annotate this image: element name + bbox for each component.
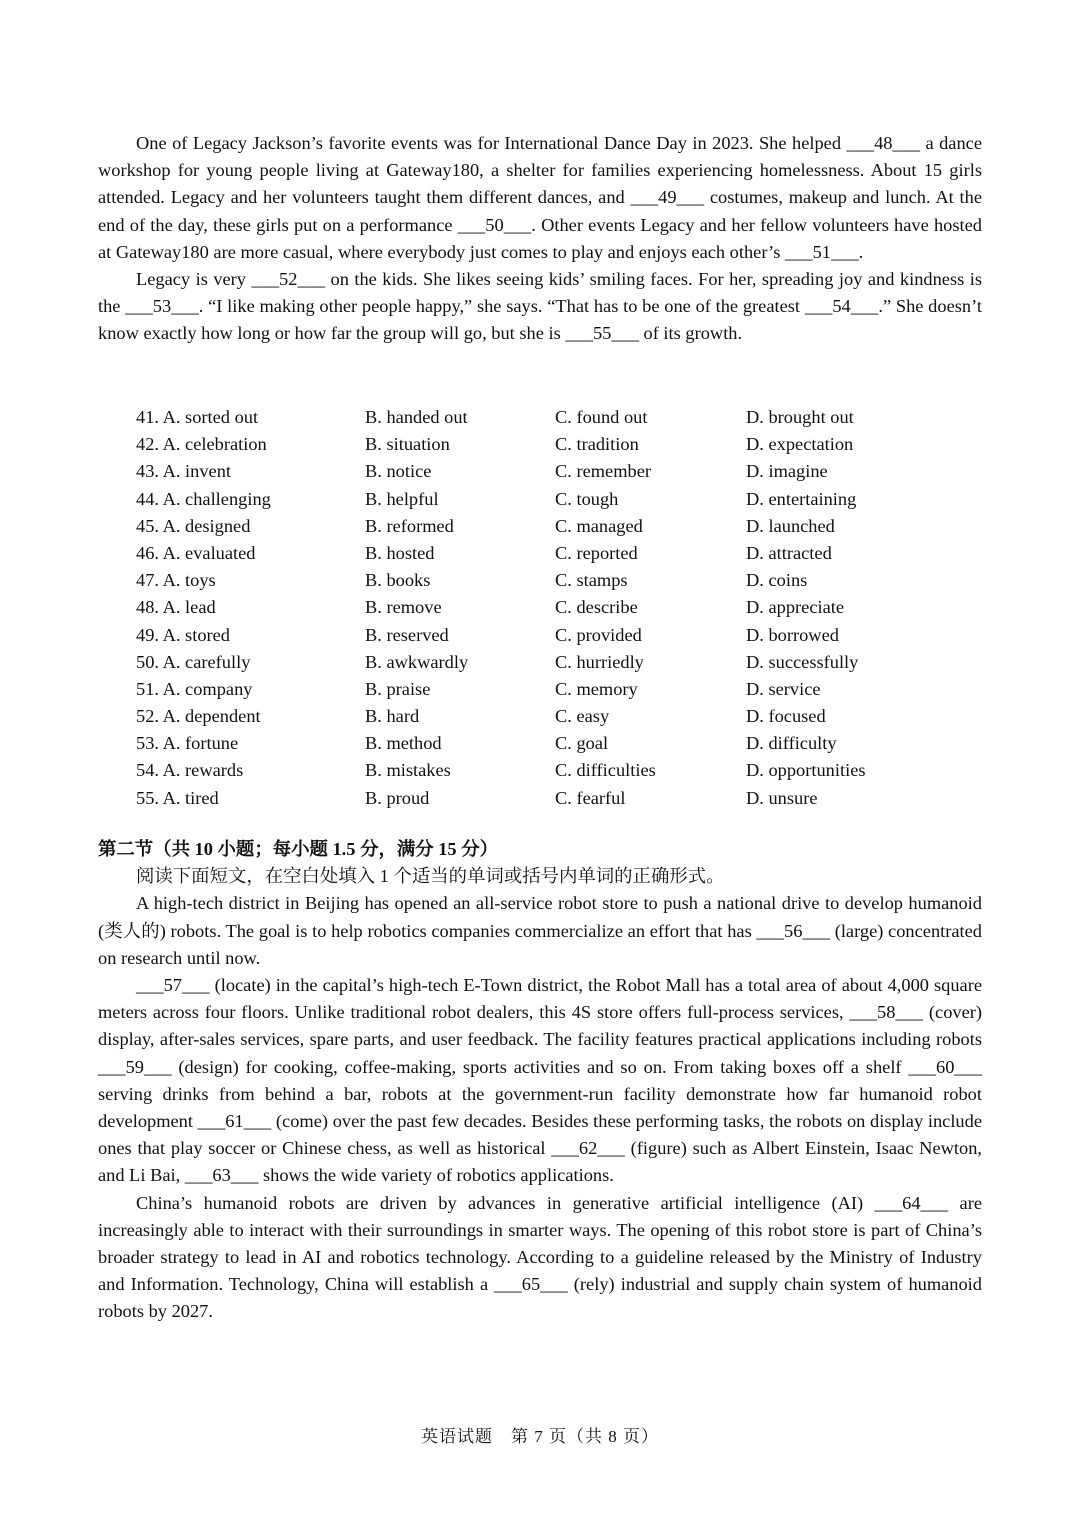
section-2	[98, 836, 982, 1326]
option-row	[136, 404, 896, 431]
option-b: B. praise	[365, 678, 431, 699]
passage-2-paragraph-3: China’s humanoid robots are driven by advances in generative artificial intelligence (AI) ___64___ are increasingly able to interact with their surroundings in smarter ways. The opening of this robot store is part of China’s broader strategy to lead in AI and robotics technology. According to a guideline released by the Ministry of Industry and Information. Technology, China will establish a ___65___ (rely) industrial and supply chain system of humanoid robots by 2027.	[98, 1192, 982, 1322]
option-c: C. stamps	[555, 570, 628, 591]
option-row	[136, 757, 896, 784]
option-b: B. helpful	[365, 488, 439, 509]
option-a: 44. A. challenging	[136, 488, 271, 509]
option-d: D. attracted	[746, 542, 832, 563]
option-b: B. proud	[365, 787, 430, 808]
option-d: D. imagine	[746, 461, 828, 482]
option-c: C. goal	[555, 733, 609, 754]
option-row	[136, 513, 896, 540]
option-c: C. tough	[555, 488, 619, 509]
option-row	[136, 649, 896, 676]
option-a: 49. A. stored	[136, 624, 230, 645]
option-row	[136, 486, 896, 513]
section-2-instruction: 阅读下面短文，在空白处填入 1 个适当的单词或括号内单词的正确形式。	[136, 866, 725, 887]
option-row	[136, 431, 896, 458]
passage-1-paragraph-2: Legacy is very ___52___ on the kids. She likes seeing kids’ smiling faces. For her, spreading joy and kindness is the ___53___. “I like making other people happy,” she says. “That has to be one of the greatest ___54___.” She doesn’t know exactly how long or how far the group will go, but she is ___55___ of its growth.	[98, 269, 982, 344]
option-a: 48. A. lead	[136, 597, 216, 618]
option-a: 41. A. sorted out	[136, 407, 259, 427]
passage-2-paragraph-1: A high-tech district in Beijing has opened an all-service robot store to push a national drive to develop humanoid (类人的) robots. The goal is to help robotics companies commercialize an effort that has ___56___ (large) concentrated on research until now.	[98, 893, 982, 968]
option-d: D. entertaining	[746, 488, 857, 509]
option-row	[136, 703, 896, 730]
option-c: C. remember	[555, 461, 652, 482]
section-2-title: 第二节（共 10 小题；每小题 1.5 分，满分 15 分）	[98, 839, 498, 859]
option-d: D. brought out	[746, 407, 854, 427]
option-c: C. memory	[555, 678, 638, 699]
option-d: D. expectation	[746, 434, 854, 455]
option-c: C. tradition	[555, 434, 639, 455]
option-a: 45. A. designed	[136, 515, 251, 536]
option-a: 47. A. toys	[136, 570, 216, 591]
option-c: C. found out	[555, 407, 648, 427]
option-b: B. hosted	[365, 542, 435, 563]
option-a: 51. A. company	[136, 678, 253, 699]
option-d: D. difficulty	[746, 733, 837, 754]
option-d: D. borrowed	[746, 624, 839, 645]
option-row	[136, 785, 896, 812]
option-a: 42. A. celebration	[136, 434, 267, 455]
option-d: D. unsure	[746, 787, 818, 808]
option-c: C. easy	[555, 706, 610, 727]
page-footer: 英语试题 第 7 页（共 8 页）	[421, 1427, 659, 1446]
option-row	[136, 676, 896, 703]
option-d: D. coins	[746, 570, 808, 591]
option-a: 53. A. fortune	[136, 733, 239, 754]
option-c: C. reported	[555, 542, 638, 563]
option-d: D. appreciate	[746, 597, 845, 618]
option-b: B. reserved	[365, 624, 449, 645]
option-a: 55. A. tired	[136, 787, 219, 808]
option-b: B. handed out	[365, 407, 468, 427]
option-row	[136, 540, 896, 567]
option-a: 54. A. rewards	[136, 760, 244, 781]
option-row	[136, 567, 896, 594]
option-c: C. provided	[555, 624, 642, 645]
option-row	[136, 622, 896, 649]
option-b: B. method	[365, 733, 442, 754]
option-b: B. books	[365, 570, 431, 591]
passage-1	[98, 130, 982, 348]
option-c: C. managed	[555, 515, 643, 536]
option-a: 43. A. invent	[136, 461, 232, 482]
option-row	[136, 730, 896, 757]
options-list	[136, 404, 896, 812]
option-b: B. situation	[365, 434, 450, 455]
option-c: C. hurriedly	[555, 651, 644, 672]
option-a: 52. A. dependent	[136, 706, 261, 727]
passage-1-paragraph-1: One of Legacy Jackson’s favorite events was for International Dance Day in 2023. She helped ___48___ a dance workshop for young people living at Gateway180, a shelter for families experiencing homelessness. About 15 girls attended. Legacy and her volunteers taught them different dances, and ___49___ costumes, makeup and lunch. At the end of the day, these girls put on a performance ___50___. Other events Legacy and her fellow volunteers have hosted at Gateway180 are more casual, where everybody just comes to play and enjoys each other’s ___51___.	[98, 133, 982, 262]
option-b: B. hard	[365, 706, 420, 727]
option-a: 50. A. carefully	[136, 651, 251, 672]
passage-2-paragraph-2: ___57___ (locate) in the capital’s high-tech E-Town district, the Robot Mall has a total area of about 4,000 square meters across four floors. Unlike traditional robot dealers, this 4S store offers full-process services, ___58___ (cover) display, after-sales services, spare parts, and user feedback. The facility features practical applications including robots ___59___ (design) for cooking, coffee-making, sports activities and so on. From taking boxes off a shelf ___60___ serving drinks from behind a bar, robots at the government-run facility demonstrate how far humanoid robot development ___61___ (come) over the past few decades. Besides these performing tasks, the robots on display include ones that play soccer or Chinese chess, as well as historical ___62___ (figure) such as Albert Einstein, Isaac Newton, and Li Bai, ___63___ shows the wide variety of robotics applications.	[98, 975, 982, 1186]
option-b: B. notice	[365, 461, 432, 482]
option-b: B. remove	[365, 597, 442, 618]
option-row	[136, 458, 896, 485]
option-b: B. reformed	[365, 515, 454, 536]
option-d: D. opportunities	[746, 760, 866, 781]
option-c: C. describe	[555, 597, 638, 618]
option-b: B. mistakes	[365, 760, 451, 781]
option-a: 46. A. evaluated	[136, 542, 256, 563]
option-row	[136, 594, 896, 621]
option-d: D. successfully	[746, 651, 859, 672]
option-d: D. focused	[746, 706, 826, 727]
option-d: D. launched	[746, 515, 835, 536]
option-b: B. awkwardly	[365, 651, 469, 672]
option-c: C. difficulties	[555, 760, 656, 781]
option-c: C. fearful	[555, 787, 626, 808]
option-d: D. service	[746, 678, 821, 699]
